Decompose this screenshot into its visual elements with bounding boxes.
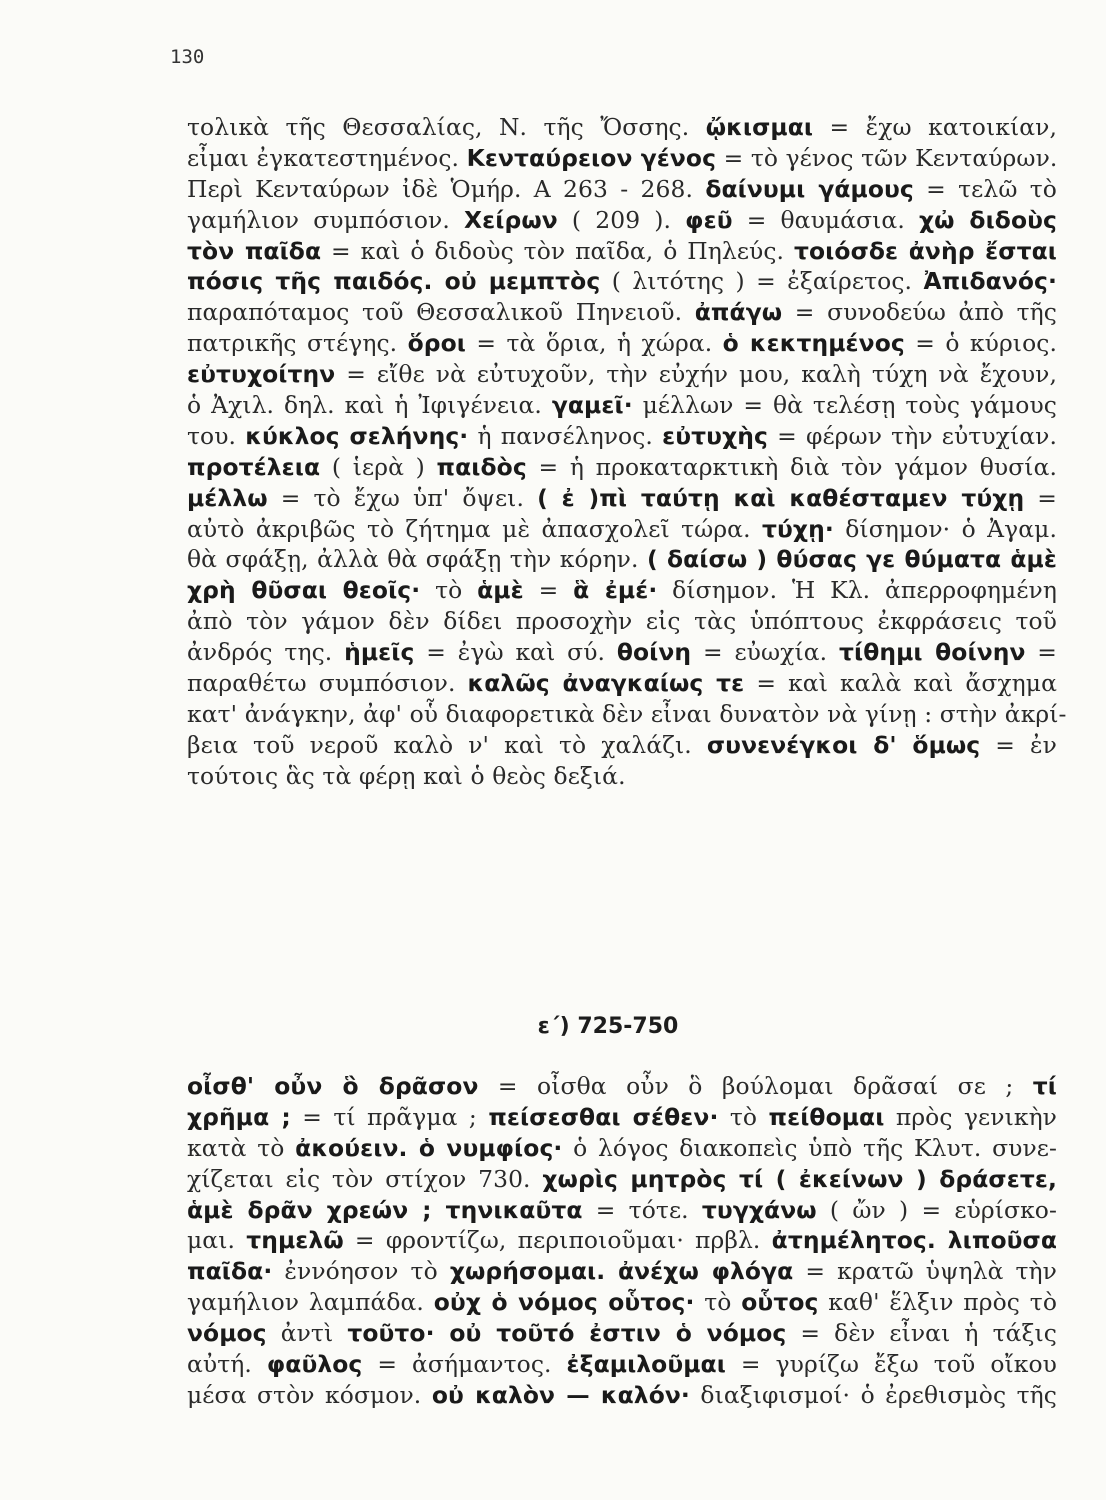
- lemma-term: τοιόσδε ἀνὴρ ἔσται: [793, 236, 1057, 265]
- lemma-term: παιδὸς: [436, 452, 527, 481]
- gloss-text: = γυρίζω ἔξω τοῦ οἴκου: [725, 1350, 1057, 1379]
- lemma-term: πείσεσθαι σέθεν·: [488, 1102, 719, 1131]
- text-line: [187, 699, 1067, 730]
- gloss-text: δίσημον. Ἡ Κλ. ἀπερροφημένη: [657, 576, 1057, 605]
- lemma-term: φαῦλος: [266, 1350, 363, 1379]
- section-heading: ε΄) 725-750: [537, 1014, 679, 1039]
- lemma-term: φεῦ: [685, 205, 733, 234]
- gloss-text: = καὶ ὁ διδοὺς τὸν παῖδα, ὁ Πηλεύς.: [321, 236, 794, 265]
- gloss-text: ( ἱερὰ ): [320, 452, 437, 481]
- lemma-term: παῖδα·: [187, 1257, 273, 1286]
- lemma-term: εὐτυχοίτην: [187, 360, 336, 389]
- gloss-text: = τὰ ὅρια, ἡ χώρα.: [466, 329, 723, 358]
- gloss-text: = δὲν εἶναι ἡ τάξις: [786, 1319, 1057, 1348]
- gloss-text: καθ' ἕλξιν πρὸς τὸ: [818, 1288, 1058, 1317]
- text-line: [187, 1133, 1057, 1164]
- gloss-text: τὸ: [718, 1102, 769, 1131]
- text-line: [187, 1102, 1057, 1133]
- lemma-term: πόσις τῆς παιδός. οὐ μεμπτὸς: [187, 267, 601, 296]
- gloss-text: ( λιτότης ) = ἐξαίρετος.: [600, 267, 924, 296]
- gloss-text: τούτοις ἃς τὰ φέρῃ καὶ ὁ θεὸς δεξιά.: [187, 761, 626, 790]
- lemma-term: ἁμὲ δρᾶν χρεών ; τηνικαῦτα: [187, 1195, 583, 1224]
- lemma-term: Κενταύρειον γένος: [466, 143, 717, 172]
- text-line: [187, 421, 1057, 452]
- gloss-text: = ἔχω κατοικίαν,: [813, 113, 1057, 141]
- commentary-block-2: [187, 1071, 1057, 1411]
- gloss-text: = τί πρᾶγμα ;: [290, 1102, 489, 1131]
- lemma-term: τίθημι θοίνην: [838, 638, 1026, 667]
- text-line: [187, 1071, 1057, 1102]
- text-line: [187, 1318, 1057, 1349]
- lemma-term: χωρὶς μητρὸς τί ( ἐκείνων ) δράσετε,: [542, 1164, 1057, 1193]
- gloss-text: πατρικῆς στέγης.: [187, 329, 408, 358]
- text-line: [187, 544, 1057, 575]
- gloss-text: τὸ: [694, 1288, 742, 1317]
- page-number: 130: [170, 46, 205, 68]
- lemma-term: ἁμὲ: [477, 576, 524, 605]
- lemma-term: ἃ ἐμέ·: [573, 576, 658, 605]
- lemma-term: οὐ καλὸν — καλόν·: [431, 1380, 690, 1409]
- text-line: [187, 112, 1057, 143]
- gloss-text: παραθέτω συμπόσιον.: [187, 669, 468, 698]
- gloss-text: μέλλων = θὰ τελέσῃ τοὺς γάμους: [632, 391, 1057, 420]
- lemma-term: πείθομαι: [768, 1102, 885, 1131]
- lemma-term: ἀπάγω: [694, 298, 783, 327]
- lemma-term: τυγχάνω: [701, 1195, 817, 1224]
- gloss-text: ἡ πανσέληνος.: [468, 421, 663, 450]
- lemma-term: οὐχ ὁ νόμος οὗτος·: [433, 1288, 695, 1317]
- gloss-text: = ἐγὼ καὶ σύ.: [414, 638, 617, 667]
- lemma-term: ὁ κεκτημένος: [722, 329, 905, 358]
- text-line: [187, 1380, 1057, 1411]
- text-line: [187, 328, 1057, 359]
- gloss-text: κατ' ἀνάγκην, ἀφ' οὗ διαφορετικὰ δὲν εἶναι δυνατὸν νὰ γίνῃ : στὴν ἀκρί-: [187, 699, 1067, 728]
- gloss-text: =: [1024, 483, 1057, 512]
- gloss-text: χίζεται εἰς τὸν στίχον 730.: [187, 1164, 543, 1193]
- gloss-text: ἀντὶ: [266, 1319, 348, 1348]
- gloss-text: αὐτὸ ἀκριβῶς τὸ ζήτημα μὲ ἀπασχολεῖ τώρα.: [187, 514, 762, 543]
- lemma-term: καλῶς ἀναγκαίως τε: [467, 669, 745, 698]
- gloss-text: = οἶσθα οὖν ὃ βούλομαι δρᾶσαί σε ;: [478, 1072, 1033, 1100]
- gloss-text: =: [523, 576, 574, 605]
- gloss-text: μαι.: [187, 1226, 247, 1255]
- gloss-text: = θαυμάσια.: [732, 205, 919, 234]
- gloss-text: μέσα στὸν κόσμον.: [187, 1380, 432, 1409]
- text-line: [187, 143, 1057, 174]
- lemma-term: χρῆμα ;: [187, 1102, 291, 1131]
- gloss-text: ἐννόησον τὸ: [272, 1257, 450, 1286]
- gloss-text: τολικὰ τῆς Θεσσαλίας, Ν. τῆς Ὄσσης.: [187, 113, 706, 141]
- gloss-text: = τότε.: [582, 1195, 702, 1224]
- gloss-text: ( ὤν ) = εὑρίσκο-: [816, 1195, 1057, 1224]
- gloss-text: ἀνδρός της.: [187, 638, 345, 667]
- gloss-text: του.: [187, 421, 246, 450]
- gloss-text: = τὸ ἔχω ὑπ' ὄψει.: [267, 483, 538, 512]
- gloss-text: = ἀσήμαντος.: [362, 1350, 567, 1379]
- lemma-term: ὅροι: [407, 329, 467, 358]
- gloss-text: ἀπὸ τὸν γάμον δὲν δίδει προσοχὴν εἰς τὰς ὑπόπτους ἐκφράσεις τοῦ: [187, 607, 1057, 636]
- text-line: [187, 390, 1057, 421]
- gloss-text: = κρατῶ ὑψηλὰ τὴν: [793, 1257, 1057, 1286]
- gloss-text: γαμήλιον συμπόσιον.: [187, 205, 465, 234]
- lemma-term: ἐξαμιλοῦμαι: [566, 1350, 726, 1379]
- gloss-text: = ἐν: [980, 730, 1057, 759]
- text-line: [187, 205, 1057, 236]
- gloss-text: = τὸ γένος τῶν Κενταύρων.: [716, 143, 1058, 172]
- gloss-text: διαξιφισμοί· ὁ ἐρεθισμὸς τῆς: [689, 1380, 1057, 1409]
- lemma-term: μέλλω: [187, 483, 268, 512]
- text-line: [187, 266, 1057, 297]
- lemma-term: ἀκούειν. ὁ νυμφίος·: [295, 1133, 563, 1162]
- gloss-text: = φροντίζω, περιποιοῦμαι· πρβλ.: [343, 1226, 772, 1255]
- gloss-text: = τελῶ τὸ: [913, 174, 1057, 203]
- text-line: [187, 483, 1057, 514]
- lemma-term: τὸν παῖδα: [187, 236, 322, 265]
- lemma-term: οὗτος: [741, 1288, 819, 1317]
- gloss-text: = φέρων τὴν εὐτυχίαν.: [767, 421, 1057, 450]
- lemma-term: Χείρων: [464, 205, 558, 234]
- gloss-text: =: [1025, 638, 1058, 667]
- lemma-term: προτέλεια: [187, 452, 321, 481]
- text-line: [187, 730, 1057, 761]
- text-line: [187, 1256, 1057, 1287]
- gloss-text: ὁ Ἀχιλ. δηλ. καὶ ἡ Ἰφιγένεια.: [187, 391, 552, 420]
- lemma-term: τοῦτο· οὐ τοῦτό ἐστιν ὁ νόμος: [347, 1319, 787, 1348]
- gloss-text: Περὶ Κενταύρων ἰδὲ Ὁμήρ. Α 263 - 268.: [187, 174, 706, 203]
- gloss-text: γαμήλιον λαμπάδα.: [187, 1288, 434, 1317]
- text-line: [187, 514, 1057, 545]
- text-line: [187, 174, 1057, 205]
- gloss-text: θὰ σφάξῃ, ἀλλὰ θὰ σφάξῃ τὴν κόρην.: [187, 545, 647, 574]
- gloss-text: = ἡ προκαταρκτικὴ διὰ τὸν γάμον θυσία.: [526, 452, 1058, 481]
- commentary-block-1: [187, 112, 1067, 792]
- gloss-text: εἶμαι ἐγκατεστημένος.: [187, 143, 467, 172]
- text-line: [187, 1164, 1057, 1195]
- lemma-term: συνενέγκοι δ' ὅμως: [706, 730, 981, 759]
- gloss-text: = συνοδεύω ἀπὸ τῆς: [782, 298, 1057, 327]
- lemma-term: τημελῶ: [246, 1226, 344, 1255]
- lemma-term: οἶσθ' οὖν ὃ δρᾶσον: [187, 1072, 479, 1100]
- gloss-text: = καὶ καλὰ καὶ ἄσχημα: [744, 669, 1057, 698]
- lemma-term: γαμεῖ·: [551, 391, 633, 420]
- text-line: [187, 1225, 1057, 1256]
- gloss-text: = ὁ κύριος.: [904, 329, 1057, 358]
- lemma-term: ἀτημέλητος. λιποῦσα: [771, 1226, 1058, 1255]
- lemma-term: Ἀπιδανός·: [923, 267, 1057, 296]
- lemma-term: ᾤκισμαι: [705, 113, 814, 141]
- text-line: [187, 1349, 1057, 1380]
- lemma-term: τύχῃ·: [762, 514, 834, 543]
- lemma-term: χὠ διδοὺς: [918, 205, 1057, 234]
- gloss-text: αὐτή.: [187, 1350, 267, 1379]
- lemma-term: χρὴ θῦσαι θεοῖς·: [187, 576, 421, 605]
- lemma-term: νόμος: [187, 1319, 267, 1348]
- lemma-term: κύκλος σελήνης·: [245, 421, 469, 450]
- gloss-text: πρὸς γενικὴν: [884, 1102, 1058, 1131]
- text-line: [187, 452, 1057, 483]
- lemma-term: θοίνη: [616, 638, 692, 667]
- gloss-text: βεια τοῦ νεροῦ καλὸ ν' καὶ τὸ χαλάζι.: [187, 730, 707, 759]
- lemma-term: ( δαίσω ) θύσας γε θύματα ἁμὲ: [646, 545, 1057, 574]
- lemma-term: χωρήσομαι. ἀνέχω φλόγα: [449, 1257, 794, 1286]
- gloss-text: κατὰ τὸ: [187, 1133, 296, 1162]
- lemma-term: τί: [1032, 1072, 1057, 1100]
- gloss-text: παραπόταμος τοῦ Θεσσαλικοῦ Πηνειοῦ.: [187, 298, 695, 327]
- lemma-term: ( ἐ )πὶ ταύτῃ καὶ καθέσταμεν τύχῃ: [537, 483, 1025, 512]
- text-line: [187, 668, 1057, 699]
- text-line: [187, 637, 1057, 668]
- text-line: [187, 606, 1057, 637]
- lemma-term: εὐτυχὴς: [662, 421, 768, 450]
- gloss-text: ὁ λόγος διακοπεὶς ὑπὸ τῆς Κλυτ. συνε-: [562, 1133, 1058, 1162]
- lemma-term: ἡμεῖς: [344, 638, 415, 667]
- text-line: [187, 297, 1057, 328]
- text-line: [187, 359, 1057, 390]
- gloss-text: ( 209 ).: [557, 205, 686, 234]
- text-line: [187, 761, 1057, 792]
- gloss-text: = εἴθε νὰ εὐτυχοῦν, τὴν εὐχήν μου, καλὴ τύχη νὰ ἔχουν,: [335, 360, 1057, 389]
- text-line: [187, 1195, 1057, 1226]
- gloss-text: τὸ: [420, 576, 478, 605]
- gloss-text: = εὐωχία.: [691, 638, 839, 667]
- gloss-text: δίσημον· ὁ Ἀγαμ.: [833, 514, 1057, 543]
- text-line: [187, 236, 1057, 267]
- text-line: [187, 575, 1057, 606]
- text-line: [187, 1287, 1057, 1318]
- lemma-term: δαίνυμι γάμους: [705, 174, 914, 203]
